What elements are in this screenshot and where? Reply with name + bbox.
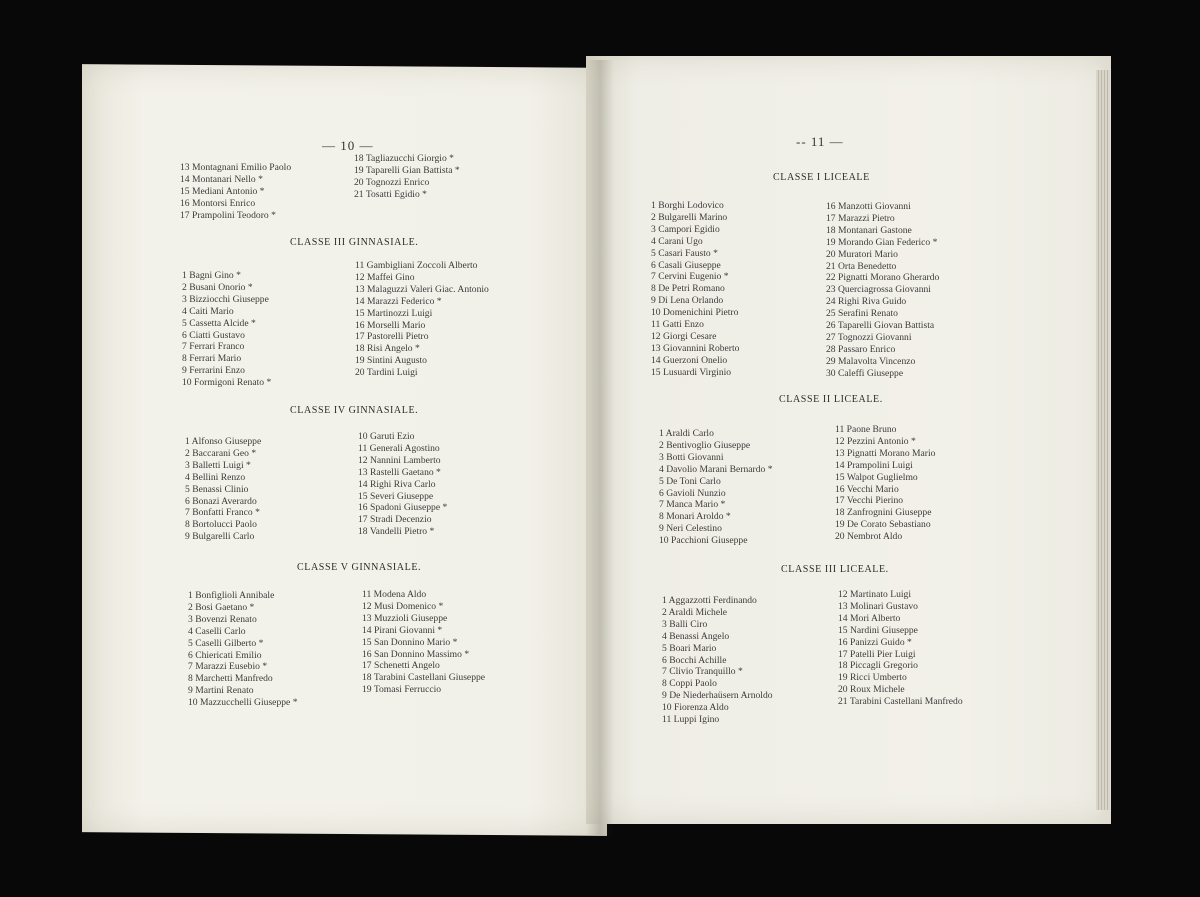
student-entry: 20 Tardini Luigi: [355, 367, 418, 379]
student-entry: 3 Bovenzi Renato: [188, 613, 257, 625]
student-entry: 2 Bulgarelli Marino: [651, 211, 728, 223]
student-entry: 18 Montanari Gastone: [826, 224, 912, 236]
student-entry: 7 Cervini Eugenio *: [651, 271, 729, 283]
section-heading: CLASSE IV GINNASIALE.: [290, 405, 419, 416]
student-entry: 17 Marazzi Pietro: [826, 212, 895, 224]
section-heading: CLASSE III LICEALE.: [781, 564, 889, 575]
section-col1: [651, 200, 739, 379]
student-entry: 18 Zanfrognini Giuseppe: [835, 507, 932, 519]
student-entry: 24 Righi Riva Guido: [826, 296, 907, 308]
section-col2: [838, 589, 963, 708]
section-col1: [185, 436, 261, 543]
student-entry: 13 Malaguzzi Valeri Giac. Antonio: [355, 283, 489, 295]
student-entry: 15 Nardini Giuseppe: [838, 624, 918, 636]
student-entry: 2 Bentivoglio Giuseppe: [659, 439, 751, 451]
student-entry: 6 Gavioli Nunzio: [659, 487, 726, 499]
student-entry: 19 Tomasi Ferruccio: [362, 684, 442, 696]
student-entry: 5 Caselli Gilberto *: [188, 637, 264, 649]
student-entry: 14 Prampolini Luigi: [835, 459, 913, 471]
student-entry: 3 Bizziocchi Giuseppe: [182, 293, 269, 305]
student-entry: 18 Piccagli Gregorio: [838, 660, 918, 672]
student-entry: 14 Guerzoni Onelio: [651, 354, 728, 366]
section-heading: CLASSE II LICEALE.: [779, 394, 883, 405]
student-entry: 15 Lusuardi Virginio: [651, 366, 732, 378]
student-entry: 13 Muzzioli Giuseppe: [362, 612, 448, 624]
student-entry: 1 Bonfiglioli Annibale: [188, 590, 275, 601]
student-entry: 19 Taparelli Gian Battista *: [354, 164, 460, 176]
student-entry: 11 Luppi Igino: [662, 714, 720, 726]
student-entry: 13 Pignatti Morano Mario: [835, 447, 936, 459]
student-entry: 1 Araldi Carlo: [659, 428, 714, 439]
student-entry: 13 Rastelli Gaetano *: [358, 466, 441, 478]
student-entry: 9 Bulgarelli Carlo: [185, 531, 255, 543]
student-entry: 12 Nannini Lamberto: [358, 454, 441, 466]
student-entry: 16 Panizzi Guido *: [838, 636, 912, 648]
student-entry: 10 Mazzucchelli Giuseppe *: [188, 697, 298, 709]
section-col2: [355, 260, 489, 379]
section-col2: [362, 589, 485, 696]
page-number-left: — 10 —: [322, 138, 374, 153]
student-entry: 3 Botti Giovanni: [659, 451, 724, 463]
student-entry: 6 Chiericati Emilio: [188, 649, 262, 661]
student-entry: 4 Caselli Carlo: [188, 625, 246, 637]
student-entry: 4 Caiti Mario: [182, 305, 234, 317]
student-entry: 12 Giorgi Cesare: [651, 330, 717, 342]
student-entry: 29 Malavolta Vincenzo: [826, 355, 916, 367]
section-heading: CLASSE V GINNASIALE.: [297, 562, 422, 573]
left-top-col2: [354, 153, 460, 201]
student-entry: 9 Neri Celestino: [659, 523, 722, 535]
student-entry: 10 Domenichini Pietro: [651, 307, 739, 319]
student-entry: 19 Ricci Umberto: [838, 672, 907, 684]
section-col2: [835, 424, 935, 543]
student-entry: 8 Marchetti Manfredo: [188, 673, 273, 685]
section-heading: CLASSE III GINNASIALE.: [290, 237, 419, 248]
student-entry: 9 De Niederhaüsern Arnoldo: [662, 690, 773, 702]
student-entry: 15 Martinozzi Luigi: [355, 307, 433, 319]
student-entry: 3 Balli Ciro: [662, 618, 708, 630]
student-entry: 12 Musi Domenico *: [362, 600, 444, 612]
student-entry: 30 Caleffi Giuseppe: [826, 367, 904, 379]
student-entry: 10 Formigoni Renato *: [182, 377, 272, 389]
student-entry: 7 Marazzi Eusebio *: [188, 661, 268, 673]
student-entry: 5 Cassetta Alcide *: [182, 317, 256, 329]
student-entry: 7 Clivio Tranquillo *: [662, 666, 743, 678]
student-entry: 20 Tognozzi Enrico: [354, 176, 430, 188]
student-entry: 18 Tarabini Castellani Giuseppe: [362, 672, 486, 684]
section-col1: [188, 590, 298, 709]
student-entry: 2 Bosi Gaetano *: [188, 601, 255, 613]
section-col2: [826, 201, 939, 380]
student-entry: 21 Tarabini Castellani Manfredo: [838, 696, 963, 708]
student-entry: 10 Garuti Ezio: [358, 431, 415, 442]
student-entry: 20 Muratori Mario: [826, 248, 898, 260]
student-entry: 14 Marazzi Federico *: [355, 295, 442, 307]
student-entry: 11 Modena Aldo: [362, 589, 427, 600]
section-heading: CLASSE I LICEALE: [773, 172, 870, 183]
student-entry: 17 Stradi Decenzio: [358, 514, 432, 526]
student-entry: 4 Davolio Marani Bernardo *: [659, 463, 773, 475]
student-entry: 27 Tognozzi Giovanni: [826, 331, 912, 343]
section-col2: [358, 431, 447, 538]
student-entry: 14 Mori Alberto: [838, 612, 901, 624]
student-entry: 9 Ferrarini Enzo: [182, 365, 245, 377]
student-entry: 17 Schenetti Angelo: [362, 660, 440, 672]
student-entry: 17 Patelli Pier Luigi: [838, 648, 916, 660]
student-entry: 5 Casari Fausto *: [651, 247, 718, 259]
student-entry: 6 Bonazi Averardo: [185, 495, 257, 507]
student-entry: 3 Campori Egidio: [651, 223, 720, 235]
student-entry: 6 Bocchi Achille: [662, 654, 727, 666]
student-entry: 14 Righi Riva Carlo: [358, 478, 436, 490]
student-entry: 11 Gatti Enzo: [651, 319, 704, 331]
student-entry: 25 Serafini Renato: [826, 308, 898, 320]
student-entry: 16 Morselli Mario: [355, 319, 426, 331]
student-entry: 6 Casali Giuseppe: [651, 259, 721, 271]
student-entry: 11 Generali Agostino: [358, 442, 440, 454]
student-entry: 23 Querciagrossa Giovanni: [826, 284, 931, 296]
student-entry: 2 Baccarani Geo *: [185, 447, 257, 459]
page-edges: [1096, 70, 1110, 810]
section-col1: [182, 270, 271, 389]
left-top-col1: [180, 162, 291, 222]
student-entry: 18 Risi Angelo *: [355, 343, 420, 355]
student-entry: 15 San Donnino Mario *: [362, 636, 458, 648]
student-entry: 4 Carani Ugo: [651, 235, 703, 247]
student-entry: 1 Aggazzotti Ferdinando: [662, 595, 757, 606]
student-entry: 6 Ciatti Gustavo: [182, 329, 245, 341]
student-entry: 5 De Toni Carlo: [659, 475, 721, 487]
student-entry: 1 Borghi Lodovico: [651, 200, 724, 211]
student-entry: 9 Martini Renato: [188, 685, 254, 697]
student-entry: 15 Walpot Guglielmo: [835, 471, 918, 483]
student-entry: 8 Ferrari Mario: [182, 353, 242, 365]
student-entry: 12 Martinato Luigi: [838, 589, 912, 600]
student-entry: 11 Gambigliani Zoccoli Alberto: [355, 260, 478, 271]
student-entry: 4 Benassi Angelo: [662, 630, 730, 642]
student-entry: 12 Maffei Gino: [355, 271, 415, 283]
student-entry: 19 Morando Gian Federico *: [826, 236, 938, 248]
student-entry: 16 San Donnino Massimo *: [362, 648, 470, 660]
student-entry: 13 Montagnani Emilio Paolo: [180, 162, 292, 173]
section-col1: [662, 595, 773, 726]
student-entry: 7 Bonfatti Franco *: [185, 507, 260, 519]
student-entry: 8 Coppi Paolo: [662, 678, 717, 690]
student-entry: 1 Alfonso Giuseppe: [185, 436, 262, 447]
student-entry: 16 Spadoni Giuseppe *: [358, 502, 448, 514]
student-entry: 14 Pirani Giovanni *: [362, 624, 443, 636]
student-entry: 1 Bagni Gino *: [182, 270, 241, 281]
student-entry: 20 Roux Michele: [838, 684, 905, 696]
student-entry: 16 Manzotti Giovanni: [826, 201, 911, 212]
student-entry: 8 Monari Aroldo *: [659, 511, 731, 523]
student-entry: 26 Taparelli Giovan Battista: [826, 320, 935, 332]
student-entry: 3 Balletti Luigi *: [185, 459, 251, 471]
student-entry: 10 Pacchioni Giuseppe: [659, 535, 748, 547]
student-entry: 15 Mediani Antonio *: [180, 185, 265, 197]
student-entry: 13 Giovannini Roberto: [651, 342, 740, 354]
student-entry: 7 Ferrari Franco: [182, 341, 245, 353]
student-entry: 10 Fiorenza Aldo: [662, 702, 729, 714]
book-gutter: [586, 60, 614, 835]
student-entry: 22 Pignatti Morano Gherardo: [826, 272, 940, 284]
student-entry: 20 Nembrot Aldo: [835, 531, 903, 543]
student-entry: 21 Orta Benedetto: [826, 260, 897, 272]
student-entry: 9 Di Lena Orlando: [651, 295, 724, 307]
student-entry: 17 Vecchi Pierino: [835, 495, 904, 507]
student-entry: 19 De Corato Sebastiano: [835, 519, 931, 531]
student-entry: 13 Molinari Gustavo: [838, 600, 918, 612]
student-entry: 17 Prampolini Teodoro *: [180, 209, 276, 221]
student-entry: 14 Montanari Nello *: [180, 173, 263, 185]
page-number-right: -- 11 —: [796, 134, 844, 149]
student-entry: 7 Manca Mario *: [659, 499, 726, 511]
left-page: [82, 64, 607, 836]
student-entry: 5 Boari Mario: [662, 642, 717, 654]
student-entry: 16 Montorsi Enrico: [180, 197, 256, 209]
section-col1: [659, 428, 773, 547]
student-entry: 21 Tosatti Egidio *: [354, 188, 427, 200]
student-entry: 12 Pezzini Antonio *: [835, 435, 916, 447]
student-entry: 8 Bortolucci Paolo: [185, 519, 257, 531]
student-entry: 16 Vecchi Mario: [835, 483, 899, 495]
student-entry: 18 Tagliazucchi Giorgio *: [354, 153, 454, 164]
student-entry: 4 Bellini Renzo: [185, 471, 246, 483]
student-entry: 18 Vandelli Pietro *: [358, 526, 435, 538]
student-entry: 8 De Petri Romano: [651, 283, 725, 295]
student-entry: 11 Paone Bruno: [835, 424, 897, 435]
student-entry: 2 Busani Onorio *: [182, 281, 253, 293]
student-entry: 17 Pastorelli Pietro: [355, 331, 429, 343]
student-entry: 19 Sintini Augusto: [355, 355, 427, 367]
student-entry: 5 Benassi Clinio: [185, 483, 249, 495]
student-entry: 2 Araldi Michele: [662, 606, 728, 618]
student-entry: 15 Severi Giuseppe: [358, 490, 434, 502]
student-entry: 28 Passaro Enrico: [826, 343, 896, 355]
